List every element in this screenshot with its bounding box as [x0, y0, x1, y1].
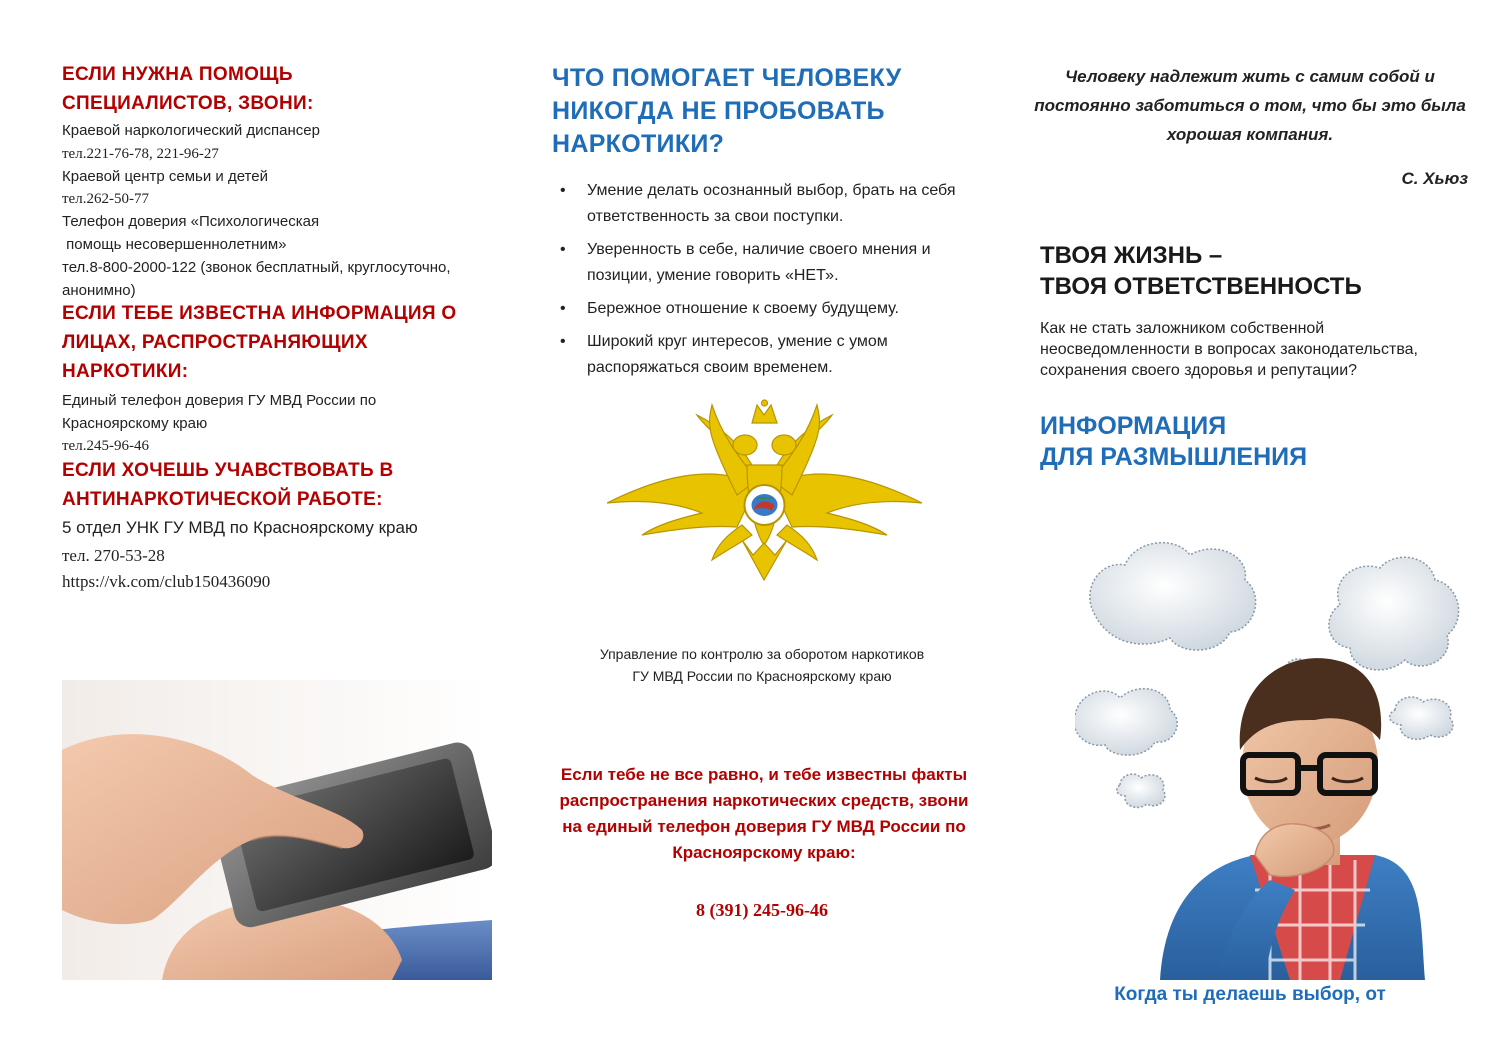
contact-3-phone: тел.8-800-2000-122 (звонок бесплатный, круглосуточно, анонимно) — [62, 259, 451, 299]
question-text: Как не стать заложником собственной неосведомленности в вопросах законодательства, сохранения своего здоровья и репутации? — [1040, 320, 1418, 379]
inform-heading: ЕСЛИ ТЕБЕ ИЗВЕСТНА ИНФОРМАЦИЯ О ЛИЦАХ, РАСПРОСТРАНЯЮЩИХ НАРКОТИКИ: — [62, 303, 457, 382]
thinking-young-man-photo — [1075, 520, 1470, 980]
hotline-call-text: Если тебе не все равно, и тебе известны факты распространения наркотических средств, звони на единый телефон доверия ГУ МВД России по Красноярскому краю: — [559, 765, 969, 862]
contact-1-name: Краевой наркологический диспансер — [62, 122, 320, 139]
quote-text: Человеку надлежит жить с самим собой и постоянно заботиться о том, что бы это была хорошая компания. — [1034, 67, 1466, 144]
subtitle-line-2: ДЛЯ РАЗМЫШЛЕНИЯ — [1040, 443, 1308, 471]
hotline-number: 8 (391) 245-96-46 — [696, 900, 828, 920]
eagle-emblem-icon — [607, 395, 922, 595]
prevention-list — [552, 178, 972, 388]
contact-5-phone: тел. 270-53-28 — [62, 546, 165, 565]
footer-text: Когда ты делаешь выбор, от — [1114, 984, 1386, 1005]
list-item: • Бережное отношение к своему будущему. — [560, 300, 899, 317]
list-item: • Умение делать осознанный выбор, брать на себя ответственность за свои поступки. — [560, 182, 956, 225]
quote-author: С. Хьюз — [1401, 169, 1468, 188]
hand-holding-smartphone-photo — [62, 680, 492, 980]
contact-1-phone: тел.221-76-78, 221-96-27 — [62, 146, 219, 162]
title-line-1: ТВОЯ ЖИЗНЬ – — [1040, 242, 1223, 269]
contact-2-phone: тел.262-50-77 — [62, 191, 149, 207]
contact-2-name: Краевой центр семьи и детей — [62, 168, 268, 185]
prevention-heading: ЧТО ПОМОГАЕТ ЧЕЛОВЕКУ НИКОГДА НЕ ПРОБОВАТЬ НАРКОТИКИ? — [552, 64, 902, 158]
contact-4-phone: тел.245-96-46 — [62, 438, 149, 454]
help-heading: ЕСЛИ НУЖНА ПОМОЩЬ СПЕЦИАЛИСТОВ, ЗВОНИ: — [62, 64, 314, 114]
title-line-2: ТВОЯ ОТВЕТСТВЕННОСТЬ — [1040, 273, 1362, 300]
organization-line-1: Управление по контролю за оборотом наркотиков — [599, 646, 925, 662]
organization-line-2: ГУ МВД России по Красноярскому краю — [632, 668, 892, 684]
contact-3-name: Телефон доверия «Психологическая — [62, 213, 320, 230]
participate-heading: ЕСЛИ ХОЧЕШЬ УЧАВСТВОВАТЬ В АНТИНАРКОТИЧЕСКОЙ РАБОТЕ: — [62, 460, 394, 510]
contact-5-name: 5 отдел УНК ГУ МВД по Красноярскому краю — [62, 518, 418, 537]
list-item: • Широкий круг интересов, умение с умом распоряжаться своим временем. — [560, 333, 888, 376]
contact-4-name: Единый телефон доверия ГУ МВД России по Красноярскому краю — [62, 392, 377, 432]
vk-link[interactable]: https://vk.com/club150436090 — [62, 572, 271, 591]
list-item: • Уверенность в себе, наличие своего мнения и позиции, умение говорить «НЕТ». — [560, 241, 931, 284]
subtitle-line-1: ИНФОРМАЦИЯ — [1040, 412, 1227, 440]
contact-3-name-cont: помощь несовершеннолетним» — [62, 236, 287, 253]
